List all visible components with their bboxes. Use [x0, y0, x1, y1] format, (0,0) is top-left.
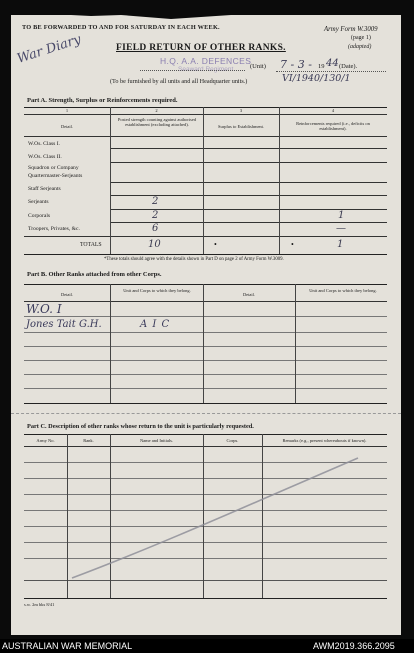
- handwritten-name: Jones Tait G.H.: [26, 319, 102, 330]
- handwritten-rank-wo1: W.O. I: [26, 302, 62, 316]
- part-b-col-head-corps-2: Unit and Corps to which they belong.: [309, 288, 377, 293]
- part-b-col-head-corps-1: Unit and Corps to which they belong.: [123, 288, 191, 293]
- footer-accession: AWM2019.366.2095: [313, 641, 395, 651]
- form-title: FIELD RETURN OF OTHER RANKS.: [116, 43, 286, 53]
- handwritten-war-diary: War Diary: [15, 32, 83, 67]
- handwritten-date: 7 - 3 -: [280, 58, 312, 71]
- part-a-col-num-4: 4: [331, 108, 335, 113]
- part-c-col-head-corps: Corps.: [226, 438, 239, 443]
- part-a-col-num-1: 1: [65, 108, 69, 113]
- unit-stamp-line2: Seaward Regiment: [178, 66, 234, 73]
- total-surplus: •: [214, 240, 217, 249]
- posted-serjeants: 2: [152, 196, 159, 207]
- row-label-troopers: Troopers, Privates, &c.: [28, 226, 80, 232]
- totals-label: TOTALS: [80, 242, 102, 248]
- row-label-wo1: W.Os. Class I.: [28, 141, 60, 147]
- part-a-col-head-posted: Posted strength counting against authorised establishment (excluding attached).: [117, 117, 197, 127]
- unit-stamp-line1: H.Q. A.A. DEFENCES: [160, 56, 252, 66]
- row-label-corporals: Corporals: [28, 213, 51, 219]
- part-c-col-head-army-no: Army No.: [36, 438, 55, 443]
- part-a-col-head-reinforcements: Reinforcements required (i.e., deficits on establishment).: [296, 121, 370, 131]
- part-c-col-head-name: Name and Initials.: [139, 438, 174, 443]
- total-reinf-dot: •: [291, 240, 294, 249]
- part-a-footnote: *These totals should agree with the details shown in Part D on page 2 of Army Form W.3009.: [104, 257, 284, 262]
- handwritten-reference: VI/1940/130/1: [282, 73, 351, 84]
- part-c-col-head-rank: Rank.: [83, 438, 94, 443]
- form-adapted: (adapted): [348, 44, 372, 50]
- reinf-corporals: 1: [338, 210, 345, 221]
- part-b-col-head-detail-2: Detail.: [242, 292, 256, 297]
- part-b-col-head-detail-1: Detail.: [60, 292, 74, 297]
- year-prefix: 19: [318, 63, 325, 70]
- date-label: (Date).: [339, 63, 358, 70]
- part-a-col-num-3: 3: [239, 108, 243, 113]
- archive-footer: [0, 639, 414, 653]
- part-c-title: Part C. Description of other ranks whose return to the unit is particularly requested.: [27, 423, 254, 430]
- total-reinf: 1: [337, 239, 344, 250]
- print-reference: s.w. 2m bks 8/41: [24, 602, 55, 607]
- top-instruction: TO BE FORWARDED TO AND FOR SATURDAY IN EACH WEEK.: [22, 24, 220, 31]
- posted-corporals: 2: [152, 210, 159, 221]
- posted-troopers: 6: [152, 223, 159, 234]
- handwritten-corps: A I C: [140, 319, 171, 330]
- row-label-cqms: Squadron or Company: [28, 165, 79, 171]
- row-label-wo2: W.Os. Class II.: [28, 154, 62, 160]
- part-b-title: Part B. Other Ranks attached from other Corps.: [27, 271, 162, 278]
- footer-institution: AUSTRALIAN WAR MEMORIAL: [2, 641, 133, 651]
- row-label-cqms-2: Quartermaster-Serjeants: [28, 173, 83, 179]
- part-a-title: Part A. Strength, Surplus or Reinforcements required.: [27, 97, 178, 104]
- form-page: (page 1): [351, 35, 371, 41]
- part-a-col-head-detail: Detail.: [60, 124, 74, 129]
- handwritten-year: 44: [326, 58, 339, 69]
- reinf-troopers: —: [336, 223, 346, 234]
- part-a-col-num-2: 2: [155, 108, 158, 113]
- part-a-col-head-surplus: Surplus to Establishment.: [217, 124, 265, 129]
- form-name: Army Form W.3009: [324, 26, 378, 33]
- row-label-serjeants: Serjeants: [28, 199, 49, 205]
- unit-label: (Unit): [250, 63, 266, 70]
- total-posted: 10: [148, 239, 161, 250]
- part-c-col-head-remarks: Remarks (e.g., present whereabouts if known).: [282, 438, 367, 443]
- row-label-staff-serjeants: Staff Serjeants: [28, 186, 61, 192]
- furnish-note: (To be furnished by all units and all Headquarter units.): [110, 78, 248, 85]
